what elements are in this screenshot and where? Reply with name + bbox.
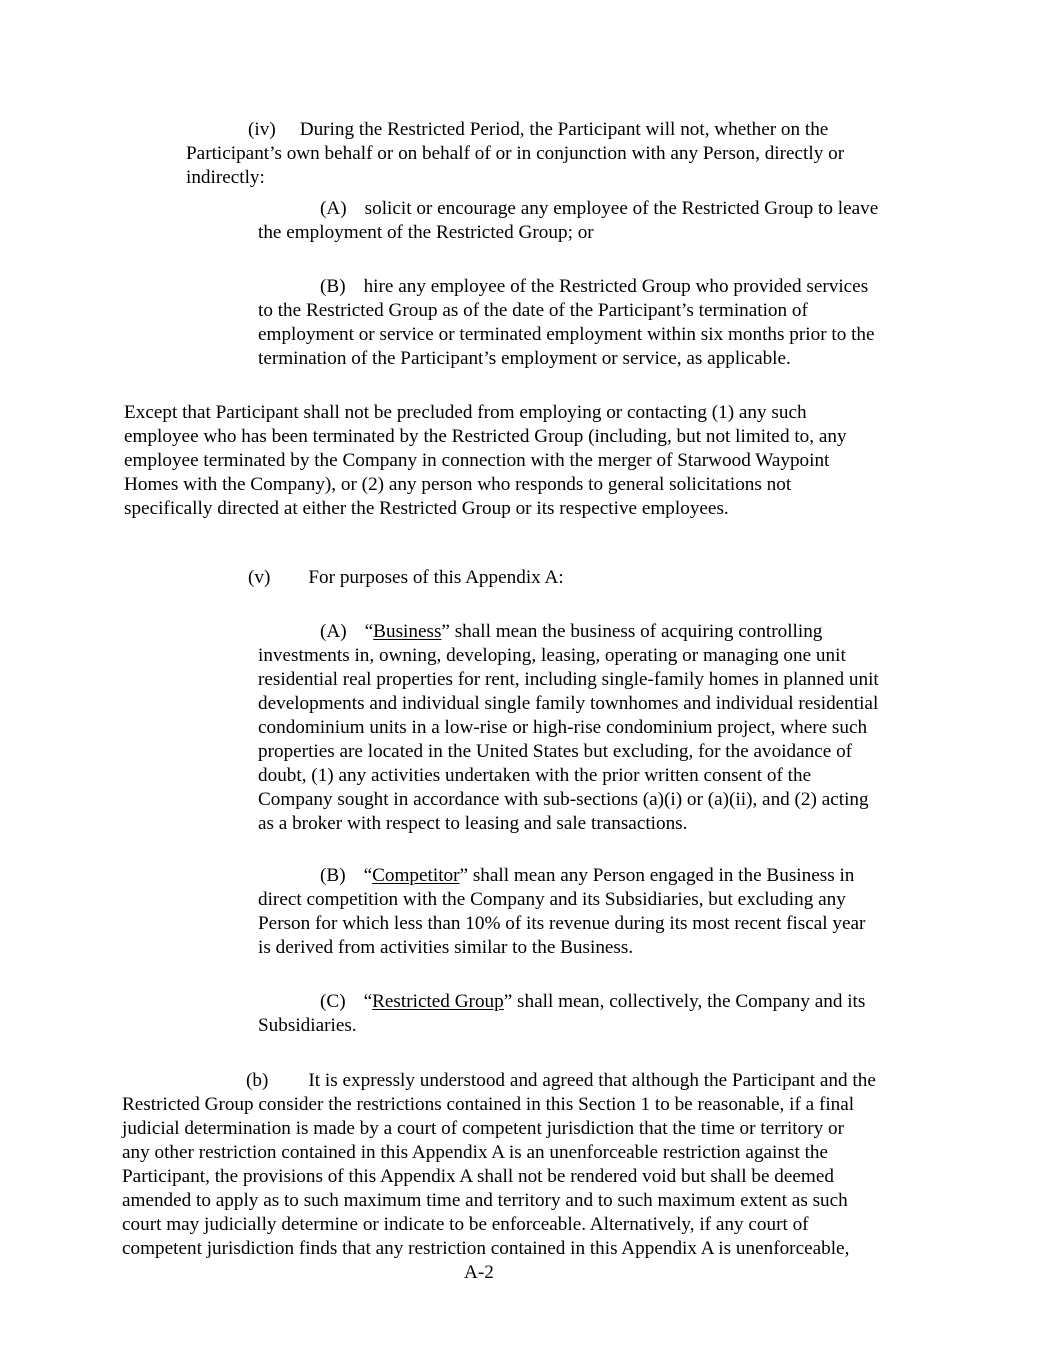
clause-b-line: It is expressly understood and agreed that although the Participant and the xyxy=(308,1070,876,1091)
definition-restricted-group xyxy=(258,990,865,1038)
clause-iv-b-line: hire any employee of the Restricted Group who provided services xyxy=(363,276,869,297)
definition-business-line: doubt, (1) any activities undertaken with the prior written consent of the xyxy=(258,765,812,786)
except-paragraph xyxy=(124,401,847,521)
clause-iv-line: During the Restricted Period, the Participant will not, whether on the xyxy=(299,119,829,140)
clause-b-line: competent jurisdiction finds that any restriction contained in this Appendix A is unenforceable, xyxy=(122,1238,850,1259)
clause-iv-line: indirectly: xyxy=(186,167,265,188)
except-line: employee who has been terminated by the Restricted Group (including, but not limited to, any xyxy=(124,426,847,447)
open-quote: “ xyxy=(363,865,373,886)
clause-v-text: For purposes of this Appendix A: xyxy=(308,567,564,588)
clause-b-line: any other restriction contained in this Appendix A is an unenforceable restriction against the xyxy=(122,1142,829,1163)
definition-competitor-line: ” shall mean any Person engaged in the Business in xyxy=(459,865,855,886)
definition-competitor-line: Person for which less than 10% of its revenue during its most recent fiscal year xyxy=(258,913,866,934)
clause-iv-a xyxy=(258,197,878,245)
definition-competitor-line: is derived from activities similar to the Business. xyxy=(258,937,634,958)
definition-business-line: investments in, owning, developing, leasing, operating or managing one unit xyxy=(258,645,846,666)
definition-business-line: ” shall mean the business of acquiring controlling xyxy=(441,621,823,642)
definition-restricted-group-line: Subsidiaries. xyxy=(258,1015,357,1036)
clause-b-number: (b) xyxy=(246,1070,269,1091)
clause-iv-b xyxy=(258,275,875,371)
defined-term-competitor: Competitor xyxy=(372,865,460,886)
clause-iv-b-line: employment or service or terminated employment within six months prior to the xyxy=(258,324,875,345)
definition-business-line: properties are located in the United States but excluding, for the avoidance of xyxy=(258,741,853,762)
clause-iv-line: Participant’s own behalf or on behalf of or in conjunction with any Person, directly or xyxy=(186,143,845,164)
clause-iv-a-line: solicit or encourage any employee of the Restricted Group to leave xyxy=(364,198,879,219)
open-quote: “ xyxy=(363,991,373,1012)
clause-b-line: court may judicially determine or indicate to be enforceable. Alternatively, if any court of xyxy=(122,1214,809,1235)
definition-business-line: Company sought in accordance with sub-sections (a)(i) or (a)(ii), and (2) acting xyxy=(258,789,869,810)
open-quote: “ xyxy=(364,621,374,642)
clause-iv-number: (iv) xyxy=(248,119,276,140)
definition-competitor xyxy=(258,864,865,960)
clause-b xyxy=(122,1069,876,1261)
except-line: specifically directed at either the Restricted Group or its respective employees. xyxy=(124,498,729,519)
definition-competitor-number: (B) xyxy=(320,865,346,886)
page-number: A-2 xyxy=(464,1262,494,1283)
defined-term-restricted-group: Restricted Group xyxy=(372,991,504,1012)
definition-business xyxy=(258,620,879,836)
definition-business-number: (A) xyxy=(320,621,347,642)
clause-b-line: amended to apply as to such maximum time and territory and to such maximum extent as such xyxy=(122,1190,848,1211)
clause-iv-a-line: the employment of the Restricted Group; or xyxy=(258,222,594,243)
clause-b-line: Participant, the provisions of this Appendix A shall not be rendered void but shall be deemed xyxy=(122,1166,834,1187)
definition-business-line: residential real properties for rent, including single-family homes in planned unit xyxy=(258,669,879,690)
definition-business-line: developments and individual single family townhomes and individual residential xyxy=(258,693,879,714)
clause-iv xyxy=(186,118,844,190)
except-line: employee terminated by the Company in connection with the merger of Starwood Waypoint xyxy=(124,450,830,471)
clause-v xyxy=(248,566,564,590)
definition-competitor-line: direct competition with the Company and its Subsidiaries, but excluding any xyxy=(258,889,846,910)
clause-iv-a-number: (A) xyxy=(320,198,347,219)
clause-iv-b-line: termination of the Participant’s employment or service, as applicable. xyxy=(258,348,791,369)
defined-term-business: Business xyxy=(373,621,442,642)
definition-business-line: condominium units in a low-rise or high-rise condominium project, where such xyxy=(258,717,868,738)
clause-v-number: (v) xyxy=(248,567,271,588)
clause-iv-b-number: (B) xyxy=(320,276,346,297)
clause-iv-b-line: to the Restricted Group as of the date of the Participant’s termination of xyxy=(258,300,808,321)
except-line: Homes with the Company), or (2) any person who responds to general solicitations not xyxy=(124,474,792,495)
definition-restricted-group-number: (C) xyxy=(320,991,346,1012)
clause-b-line: Restricted Group consider the restrictions contained in this Section 1 to be reasonable, if a final xyxy=(122,1094,855,1115)
definition-business-line: as a broker with respect to leasing and sale transactions. xyxy=(258,813,688,834)
clause-b-line: judicial determination is made by a court of competent jurisdiction that the time or territory or xyxy=(122,1118,844,1139)
definition-restricted-group-line: ” shall mean, collectively, the Company and its xyxy=(503,991,866,1012)
except-line: Except that Participant shall not be precluded from employing or contacting (1) any such xyxy=(124,402,807,423)
